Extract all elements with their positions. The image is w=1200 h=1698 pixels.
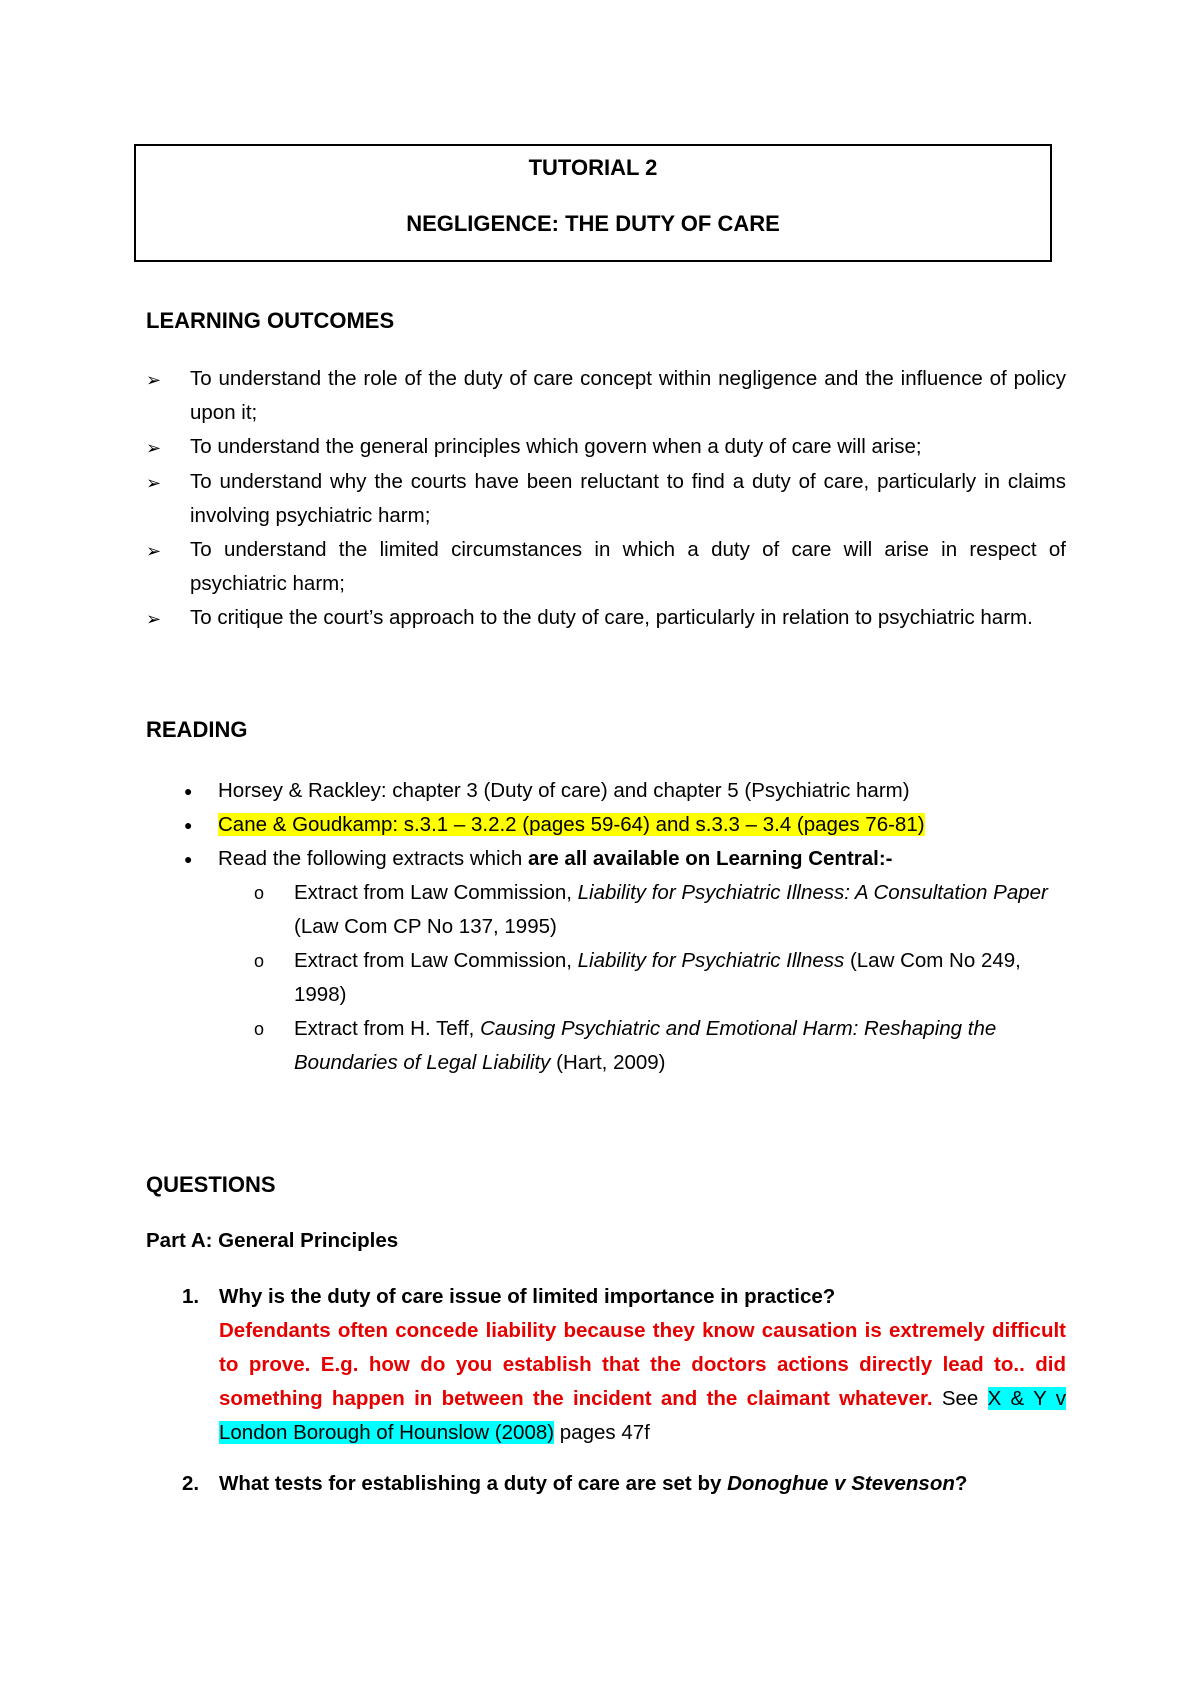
question-number: 1. (182, 1285, 200, 1308)
list-item: ➢ To critique the court’s approach to the duty of care, particularly in relation to psychiatric harm. (146, 601, 1066, 636)
list-item: ● Read the following extracts which are all available on Learning Central:- (184, 842, 1064, 876)
arrow-bullet-icon: ➢ (146, 541, 162, 561)
question-1 (146, 1280, 1066, 1450)
list-item: ● Horsey & Rackley: chapter 3 (Duty of care) and chapter 5 (Psychiatric harm) (184, 774, 1064, 808)
list-item: ➢ To understand why the courts have been reluctant to find a duty of care, particularly in claims involving psychiatric harm; (146, 465, 1066, 533)
answer-text: Defendants often concede liability because they know causation is extremely difficult to prove. E.g. how do you establish that the doctors actions directly lead to.. did something happen in between the incident and the claimant whatever. See X & Y v London Borough of Hounslow (2008) pages 47f (219, 1319, 1066, 1444)
reading-list (184, 774, 1064, 1080)
learning-outcomes-heading: LEARNING OUTCOMES (146, 308, 395, 333)
question-text: What tests for establishing a duty of care are set by Donoghue v Stevenson? (219, 1472, 968, 1495)
question-2 (146, 1467, 1066, 1501)
title-box (134, 144, 1052, 262)
sub-list-item: o Extract from H. Teff, Causing Psychiatric and Emotional Harm: Reshaping the Boundaries of Legal Liability (Hart, 2009) (184, 1012, 1064, 1080)
reading-heading: READING (146, 717, 248, 742)
arrow-bullet-icon: ➢ (146, 473, 162, 493)
learning-outcomes-list (146, 362, 1066, 636)
tutorial-number: TUTORIAL 2 (528, 155, 658, 180)
question-text: Why is the duty of care issue of limited importance in practice? (219, 1285, 836, 1308)
bullet-icon: ● (184, 783, 193, 799)
case-citation: X & Y v London Borough of Hounslow (2008) (219, 1387, 1066, 1444)
circle-bullet-icon: o (254, 951, 265, 971)
arrow-bullet-icon: ➢ (146, 438, 162, 458)
list-item: ➢ To understand the general principles which govern when a duty of care will arise; (146, 430, 1066, 465)
circle-bullet-icon: o (254, 883, 265, 903)
sub-list-item: o Extract from Law Commission, Liability for Psychiatric Illness (Law Com No 249, 1998) (184, 944, 1064, 1012)
list-item: ➢ To understand the role of the duty of care concept within negligence and the influence of policy upon it; (146, 362, 1066, 430)
sub-list-item: o Extract from Law Commission, Liability for Psychiatric Illness: A Consultation Paper (Law Com CP No 137, 1995) (184, 876, 1064, 944)
highlighted-reading: Cane & Goudkamp: s.3.1 – 3.2.2 (pages 59-64) and s.3.3 – 3.4 (pages 76-81) (218, 813, 925, 836)
arrow-bullet-icon: ➢ (146, 370, 162, 390)
arrow-bullet-icon: ➢ (146, 609, 162, 629)
tutorial-title: NEGLIGENCE: THE DUTY OF CARE (406, 211, 780, 236)
circle-bullet-icon: o (254, 1019, 265, 1039)
questions-heading: QUESTIONS (146, 1172, 276, 1197)
list-item (184, 808, 1064, 842)
bullet-icon: ● (184, 817, 193, 833)
list-item: ➢ To understand the limited circumstances in which a duty of care will arise in respect of psychiatric harm; (146, 533, 1066, 601)
bullet-icon: ● (184, 851, 193, 867)
question-number: 2. (182, 1472, 200, 1495)
part-a-heading: Part A: General Principles (146, 1229, 399, 1252)
